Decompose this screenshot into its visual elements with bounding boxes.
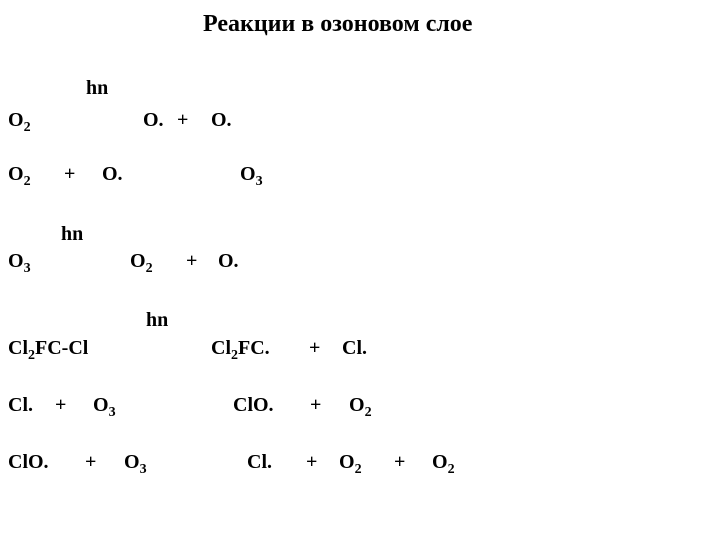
species: $O_3$: [124, 451, 147, 477]
plus-sign: +: [64, 163, 76, 185]
species: ClO.: [233, 394, 274, 416]
energy-label: hn: [61, 223, 84, 245]
species: $Cl_2FC$.: [211, 337, 270, 363]
species: O.: [102, 163, 123, 185]
species: O.: [143, 109, 164, 131]
species: Cl.: [342, 337, 367, 359]
plus-sign: +: [394, 451, 406, 473]
species: O.: [211, 109, 232, 131]
species: Cl.: [247, 451, 272, 473]
plus-sign: +: [186, 250, 198, 272]
plus-sign: +: [306, 451, 318, 473]
plus-sign: +: [310, 394, 322, 416]
species: $O_2$: [8, 163, 31, 189]
species: ClO.: [8, 451, 49, 473]
species: $O_2$: [349, 394, 372, 420]
slide-title: Реакции в озоновом слое: [203, 11, 473, 37]
plus-sign: +: [177, 109, 189, 131]
species: O.: [218, 250, 239, 272]
species: $O_3$: [8, 250, 31, 276]
energy-label: hn: [146, 309, 169, 331]
species: $O_3$: [240, 163, 263, 189]
plus-sign: +: [309, 337, 321, 359]
species: $Cl_2FC-Cl$: [8, 337, 89, 363]
plus-sign: +: [85, 451, 97, 473]
energy-label: hn: [86, 77, 109, 99]
species: $O_2$: [432, 451, 455, 477]
species: $O_2$: [130, 250, 153, 276]
species: Cl.: [8, 394, 33, 416]
species: $O_2$: [339, 451, 362, 477]
species: $O_3$: [93, 394, 116, 420]
species: $O_2$: [8, 109, 31, 135]
plus-sign: +: [55, 394, 67, 416]
